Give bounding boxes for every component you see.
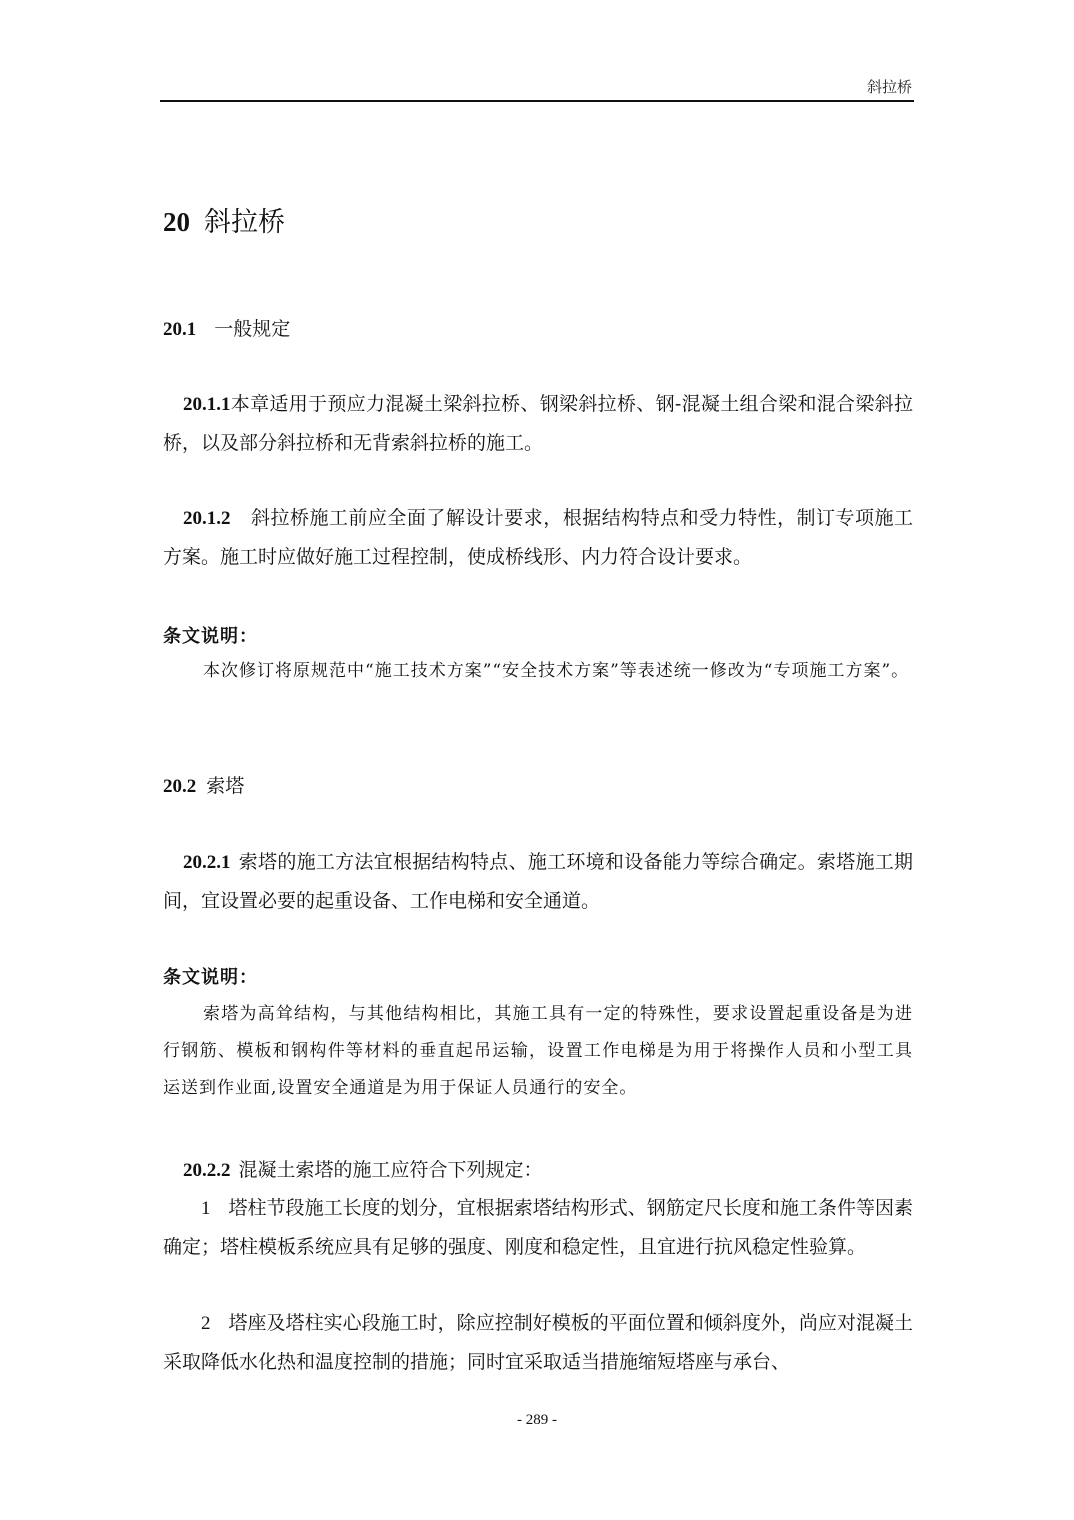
clause-text: 本章适用于预应力混凝土梁斜拉桥、钢梁斜拉桥、钢-混凝土组合梁和混合梁斜拉桥，以及部分斜拉桥和无背索斜拉桥的施工。 [163,393,913,454]
list-item [163,1304,913,1381]
clause-20-1-1 [163,385,913,462]
note-label: 条文说明： [163,626,258,647]
page-header [160,76,914,102]
section-title-text: 索塔 [206,775,245,797]
item-text: 塔柱节段施工长度的划分，宜根据索塔结构形式、钢筋定尺长度和施工条件等因素确定；塔柱模板系统应具有足够的强度、刚度和稳定性，且宜进行抗风稳定性验算。 [163,1197,913,1258]
clause-20-2-1 [163,843,913,920]
section-title-20-2 [163,771,913,798]
section-number: 20.2 [163,776,197,797]
chapter-number: 20 [163,207,190,237]
clause-text: 混凝土索塔的施工应符合下列规定： [238,1159,543,1181]
clause-number: 20.2.2 [183,1160,231,1181]
note-label: 条文说明： [163,967,258,988]
section-title-text: 一般规定 [214,318,291,340]
clause-number: 20.2.1 [183,852,231,873]
clause-text: 索塔的施工方法宜根据结构特点、施工环境和设备能力等综合确定。索塔施工期间，宜设置必要的起重设备、工作电梯和安全通道。 [163,851,913,912]
clause-text: 斜拉桥施工前应全面了解设计要求，根据结构特点和受力特性，制订专项施工方案。施工时应做好施工过程控制，使成桥线形、内力符合设计要求。 [163,507,913,568]
note-text: 本次修订将原规范中“施工技术方案”“安全技术方案”等表述统一修改为“专项施工方案”。 [203,661,910,681]
page-number: - 289 - [517,1412,557,1428]
clause-number: 20.1.2 [183,508,231,529]
list-item [163,1189,913,1266]
clause-number: 20.1.1 [183,394,231,415]
clause-20-1-2 [163,499,913,576]
section-number: 20.1 [163,319,197,340]
item-number: 1 [201,1198,211,1219]
chapter-title [163,200,913,239]
running-title: 斜拉桥 [866,78,912,96]
item-text: 塔座及塔柱实心段施工时，除应控制好模板的平面位置和倾斜度外，尚应对混凝土采取降低水化热和温度控制的措施；同时宜采取适当措施缩短塔座与承台、 [163,1312,913,1373]
chapter-title-text: 斜拉桥 [204,207,285,238]
note-text: 索塔为高耸结构，与其他结构相比，其施工具有一定的特殊性，要求设置起重设备是为进行钢筋、模板和钢构件等材料的垂直起吊运输，设置工作电梯是为用于将操作人员和小型工具运送到作业面,设置安全通道是为用于保证人员通行的安全。 [163,1004,913,1098]
section-title-20-1 [163,314,913,341]
clause-20-2-2 [163,1151,913,1190]
item-number: 2 [201,1313,211,1334]
